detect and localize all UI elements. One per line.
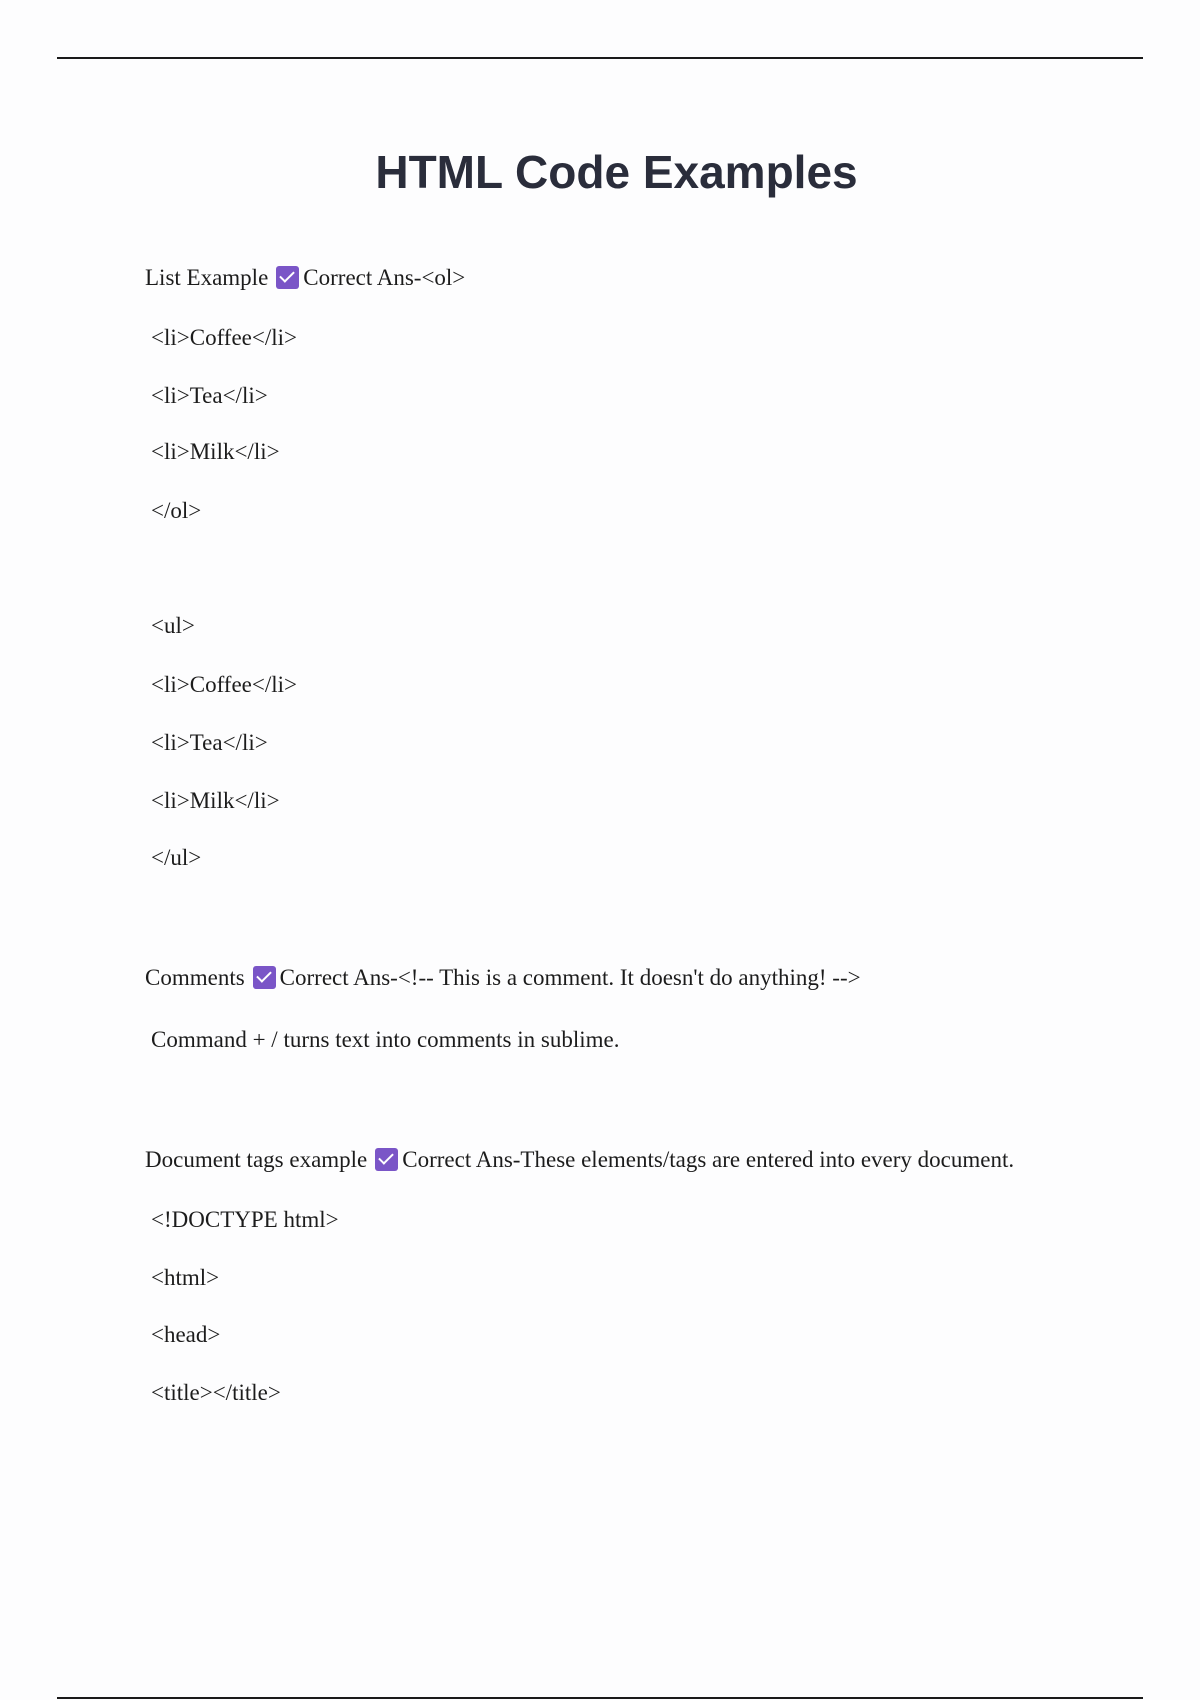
code-line: <html> [151, 1265, 220, 1290]
question-label: List Example [145, 265, 269, 290]
question-label: Comments [145, 965, 245, 990]
question-line [145, 1145, 1014, 1175]
top-rule [57, 57, 1143, 59]
code-line: <li>Tea</li> [151, 383, 268, 408]
code-line: <li>Coffee</li> [151, 325, 297, 350]
bottom-rule [57, 1697, 1143, 1699]
checkbox-checked-icon [253, 966, 276, 989]
question-label: Document tags example [145, 1147, 368, 1172]
answer-text: Correct Ans-These elements/tags are entered into every document. [402, 1147, 1015, 1172]
code-line: </ul> [151, 845, 202, 870]
code-line: <head> [151, 1322, 221, 1347]
question-line [145, 263, 465, 293]
code-line: </ol> [151, 498, 202, 523]
checkbox-checked-icon [375, 1148, 398, 1171]
code-line: <li>Coffee</li> [151, 672, 297, 697]
answer-text: Correct Ans-<!-- This is a comment. It doesn't do anything! --> [279, 965, 861, 990]
code-line: <li>Tea</li> [151, 730, 268, 755]
code-line: <li>Milk</li> [151, 788, 280, 813]
code-line: <title></title> [151, 1380, 281, 1405]
answer-text: Correct Ans-<ol> [303, 265, 466, 290]
note-line: Command + / turns text into comments in sublime. [151, 1027, 620, 1052]
code-line: <li>Milk</li> [151, 439, 280, 464]
page-title: HTML Code Examples [375, 146, 858, 198]
code-line: <!DOCTYPE html> [151, 1207, 339, 1232]
question-line [145, 963, 861, 993]
code-line: <ul> [151, 613, 195, 638]
checkbox-checked-icon [276, 266, 299, 289]
